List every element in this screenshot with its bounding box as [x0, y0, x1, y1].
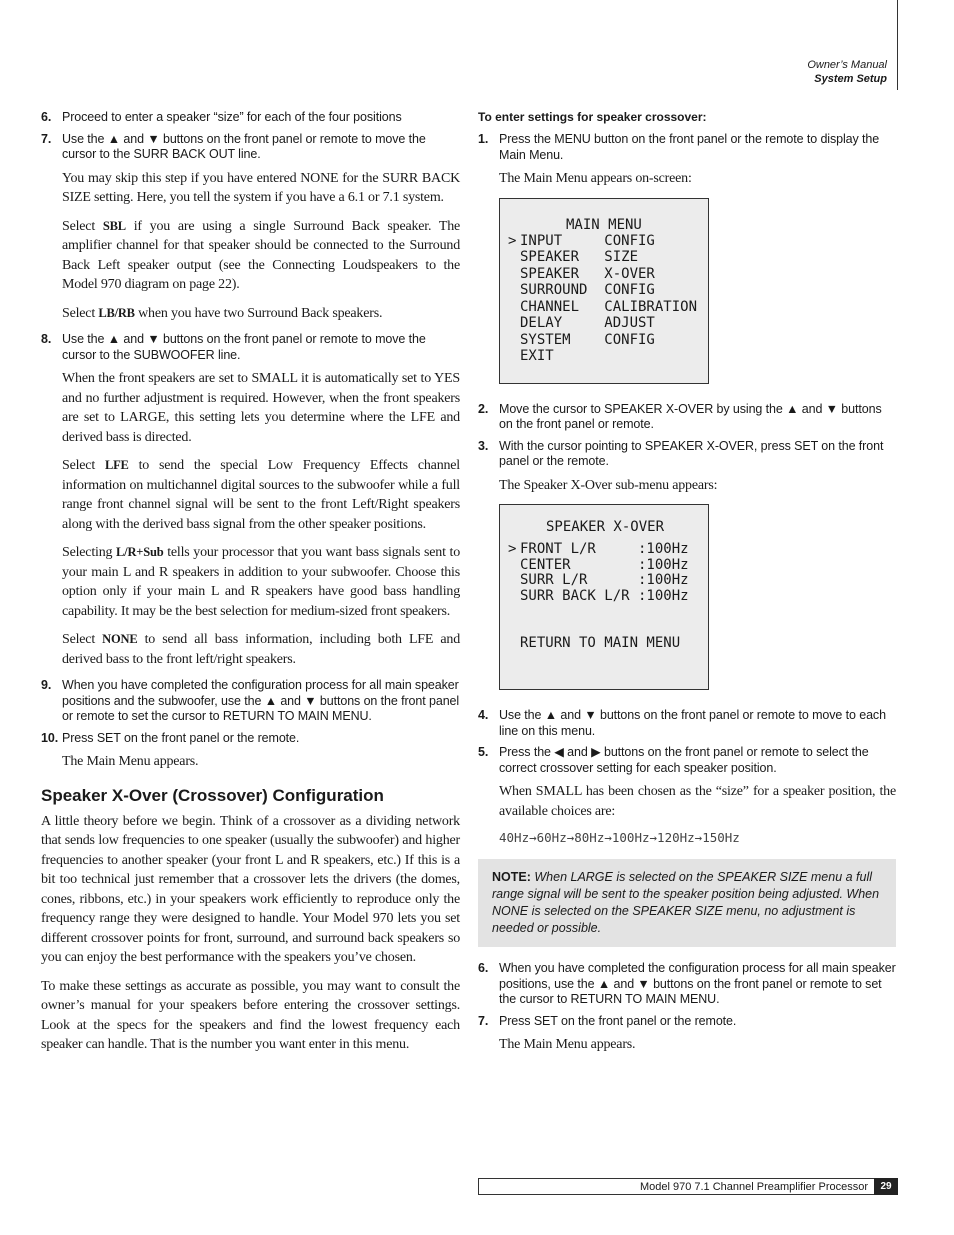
main-menu-item: DELAY ADJUST	[520, 315, 655, 331]
step-5: 5. Press the ◀ and ▶ buttons on the front panel or remote to select the correct crossover setting for each speaker position.	[478, 745, 869, 775]
xover-menu-return: RETURN TO MAIN MENU	[520, 635, 681, 651]
main-menu-screen	[499, 198, 709, 384]
main-menu-cursor: >	[508, 232, 517, 249]
footer-title: Model 970 7.1 Channel Preamplifier Processor	[478, 1178, 874, 1195]
frequency-options: 40Hz→60Hz→80Hz→100Hz→120Hz→150Hz	[499, 830, 740, 845]
paragraph-lbrb: Select LB/RB when you have two Surround Back speakers.	[62, 305, 383, 321]
step-10: 10. Press SET on the front panel or the remote.	[41, 730, 300, 745]
xover-menu-item: SURR L/R :100Hz	[520, 572, 689, 588]
step-8: 8. Use the ▲ and ▼ buttons on the front panel or remote to move the cursor to the SUBWOOFER line.	[41, 332, 426, 362]
paragraph-main-menu-right: The Main Menu appears.	[499, 1037, 636, 1052]
main-menu-item: CHANNEL CALIBRATION	[520, 298, 698, 315]
note-label: NOTE:	[492, 870, 531, 884]
page-number: 29	[874, 1178, 898, 1195]
paragraph-main-menu: The Main Menu appears.	[62, 754, 199, 769]
step-7: 7. Use the ▲ and ▼ buttons on the front panel or remote to move the cursor to the SURR BACK OUT line.	[41, 131, 426, 161]
note-text: When LARGE is selected on the SPEAKER SIZE menu a full range signal will be sent to the speaker position being adjusted. When NONE is selected on the SPEAKER SIZE menu, no adjustment is needed or possible.	[492, 870, 880, 935]
paragraph-theory: A little theory before we begin. Think of a crossover as a dividing network that sends low frequencies to one speaker (usually the subwoofer) and higher frequencies to another speaker (your front L and R speakers, etc.) If this is a bit too technical just remember that a crossover lets the drivers (the domes, cones, ribbons, etc.) in your speakers work efficiently to reproduce only the frequency range they were designed to handle. Your Model 970 lets you set different crossover points for front, surround, and surround back speakers so you can enjoy the best performance with the speakers you’ve chosen.	[41, 813, 460, 965]
note-box	[478, 859, 896, 947]
paragraph-lrsub: Selecting L/R+Sub tells your processor that you want bass signals sent to your main L and R speakers in addition to your subwoofer. Choose this option only if your main L and R speakers have good bass handling capability. It may be the best selection for medium-sized front speakers.	[62, 545, 460, 619]
subheading: To enter settings for speaker crossover:	[478, 110, 707, 124]
paragraph-none: Select NONE to send all bass information, including both LFE and derived bass to the front left/right speakers.	[62, 632, 460, 667]
right-column	[478, 110, 896, 1064]
paragraph-lfe: Select LFE to send the special Low Frequency Effects channel information on multichannel digital sources to the subwoofer while a full range front channel signal will be sent to the front Left/Right speakers along with the derived bass signal from the other speaker positions.	[62, 458, 460, 532]
main-menu-item: INPUT CONFIG	[520, 232, 655, 249]
main-menu-title: MAIN MENU	[566, 216, 642, 233]
main-menu-item: SPEAKER SIZE	[520, 249, 639, 265]
paragraph-small: When the front speakers are set to SMALL it is automatically set to YES and no further adjustment is required. However, when the front speakers are set to LARGE, this setting lets you determine where the LFE and derived bass is directed.	[62, 371, 460, 445]
step-6-right: 6. When you have completed the configuration process for all main speaker positions, use the ▲ and ▼ buttons on the front panel or remote to set the cursor to RETURN TO MAIN MENU.	[478, 961, 896, 1006]
paragraph-choices: When SMALL has been chosen as the “size” for a speaker position, the available choices are:	[499, 784, 896, 819]
step-7-right: 7. Press SET on the front panel or the remote.	[478, 1013, 737, 1028]
xover-menu-title: SPEAKER X-OVER	[546, 519, 665, 535]
step-3: 3. With the cursor pointing to SPEAKER X-OVER, press SET on the front panel or the remote.	[478, 438, 884, 468]
paragraph-submenu: The Speaker X-Over sub-menu appears:	[499, 477, 718, 493]
paragraph-skip: You may skip this step if you have entered NONE for the SURR BACK SIZE setting. Here, you tell the system if you have a 6.1 or 7.1 system.	[62, 170, 460, 205]
xover-menu-item: FRONT L/R :100Hz	[520, 541, 689, 557]
main-menu-item: SPEAKER X-OVER	[520, 265, 655, 282]
left-column	[41, 110, 460, 1064]
main-menu-item: SURROUND CONFIG	[520, 282, 655, 298]
step-9: 9. When you have completed the configuration process for all main speaker positions and the subwoofer, use the ▲ and ▼ buttons on the front panel or remote to set the cursor to RETURN TO MAIN MENU.	[41, 678, 460, 723]
step-4: 4. Use the ▲ and ▼ buttons on the front panel or remote to move to each line on this menu.	[478, 708, 886, 738]
main-menu-item: SYSTEM CONFIG	[520, 331, 655, 348]
xover-menu-cursor: >	[508, 541, 517, 557]
xover-menu-screen	[499, 504, 709, 690]
header-rule	[897, 0, 898, 90]
manual-label: Owner’s Manual	[807, 59, 887, 71]
running-header	[807, 58, 887, 86]
xover-menu-item: SURR BACK L/R :100Hz	[520, 588, 689, 604]
step-6: 6. Proceed to enter a speaker “size” for each of the four positions	[41, 110, 402, 124]
xover-menu-item: CENTER :100Hz	[520, 557, 689, 573]
paragraph-sbl: Select SBL if you are using a single Surround Back speaker. The amplifier channel for that speaker should be connected to the Surround Back Left speaker output (see the Connecting Loudspeakers to the Model 970 diagram on page 22).	[62, 218, 461, 292]
paragraph-accurate: To make these settings as accurate as possible, you may want to consult the owner’s manual for your speakers before entering the crossover settings. Look at the specs for the speakers and find the lowest frequency each speaker can handle. That is the number you want enter in this menu.	[41, 978, 460, 1052]
step-2: 2. Move the cursor to SPEAKER X-OVER by using the ▲ and ▼ buttons on the front panel or remote.	[478, 401, 882, 431]
paragraph-appears: The Main Menu appears on-screen:	[499, 171, 692, 186]
main-menu-item: EXIT	[520, 348, 554, 364]
step-1: 1. Press the MENU button on the front panel or the remote to display the Main Menu.	[478, 132, 880, 162]
section-label: System Setup	[814, 73, 887, 85]
section-heading: Speaker X-Over (Crossover) Configuration	[41, 785, 384, 805]
